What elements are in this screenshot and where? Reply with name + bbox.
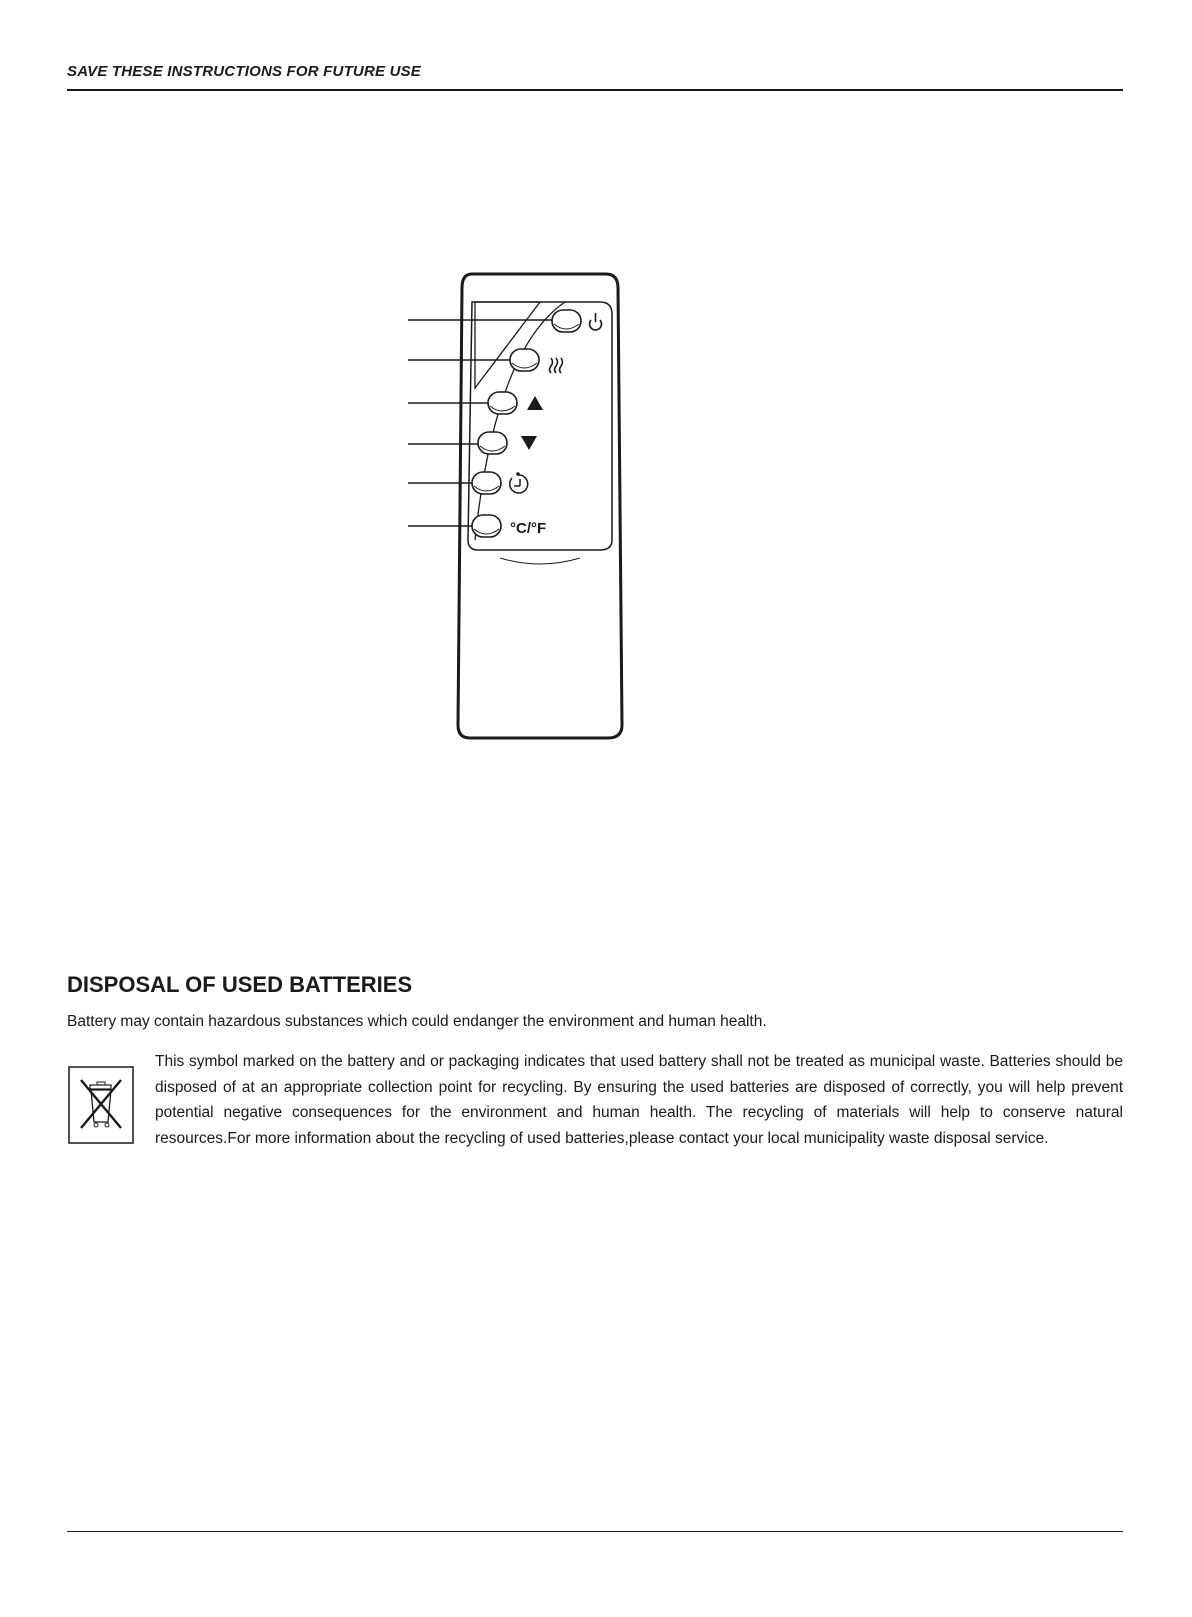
power-button xyxy=(552,310,581,332)
disposal-body: This symbol marked on the battery and or packaging indicates that used battery shall not be treated as municipal waste. Batteries should be disposed of at an appropriate collection point for recycling. By ensuring the used batteries are disposed of correctly, you will help prevent potential negative consequences for the environment and human health. The recycling of materials will help to conserve natural resources.For more information about the recycling of used batteries,please contact your local municipality waste disposal service. xyxy=(155,1053,1123,1147)
celsius-fahrenheit-icon: °C/°F xyxy=(510,520,547,537)
page-header-title: SAVE THESE INSTRUCTIONS FOR FUTURE USE xyxy=(67,63,422,80)
header-rule xyxy=(67,89,1123,91)
disposal-section-title: DISPOSAL OF USED BATTERIES xyxy=(67,972,413,997)
footer-rule xyxy=(67,1531,1123,1532)
up-button xyxy=(488,392,517,414)
disposal-intro: Battery may contain hazardous substances which could endanger the environment and human health. xyxy=(67,1013,767,1030)
down-button xyxy=(478,432,507,454)
timer-button xyxy=(472,472,501,494)
crossed-out-bin-icon xyxy=(68,1066,134,1144)
remote-body xyxy=(458,274,622,738)
heat-button xyxy=(510,349,539,371)
remote-control-diagram xyxy=(400,270,650,745)
unit-button xyxy=(472,515,501,537)
